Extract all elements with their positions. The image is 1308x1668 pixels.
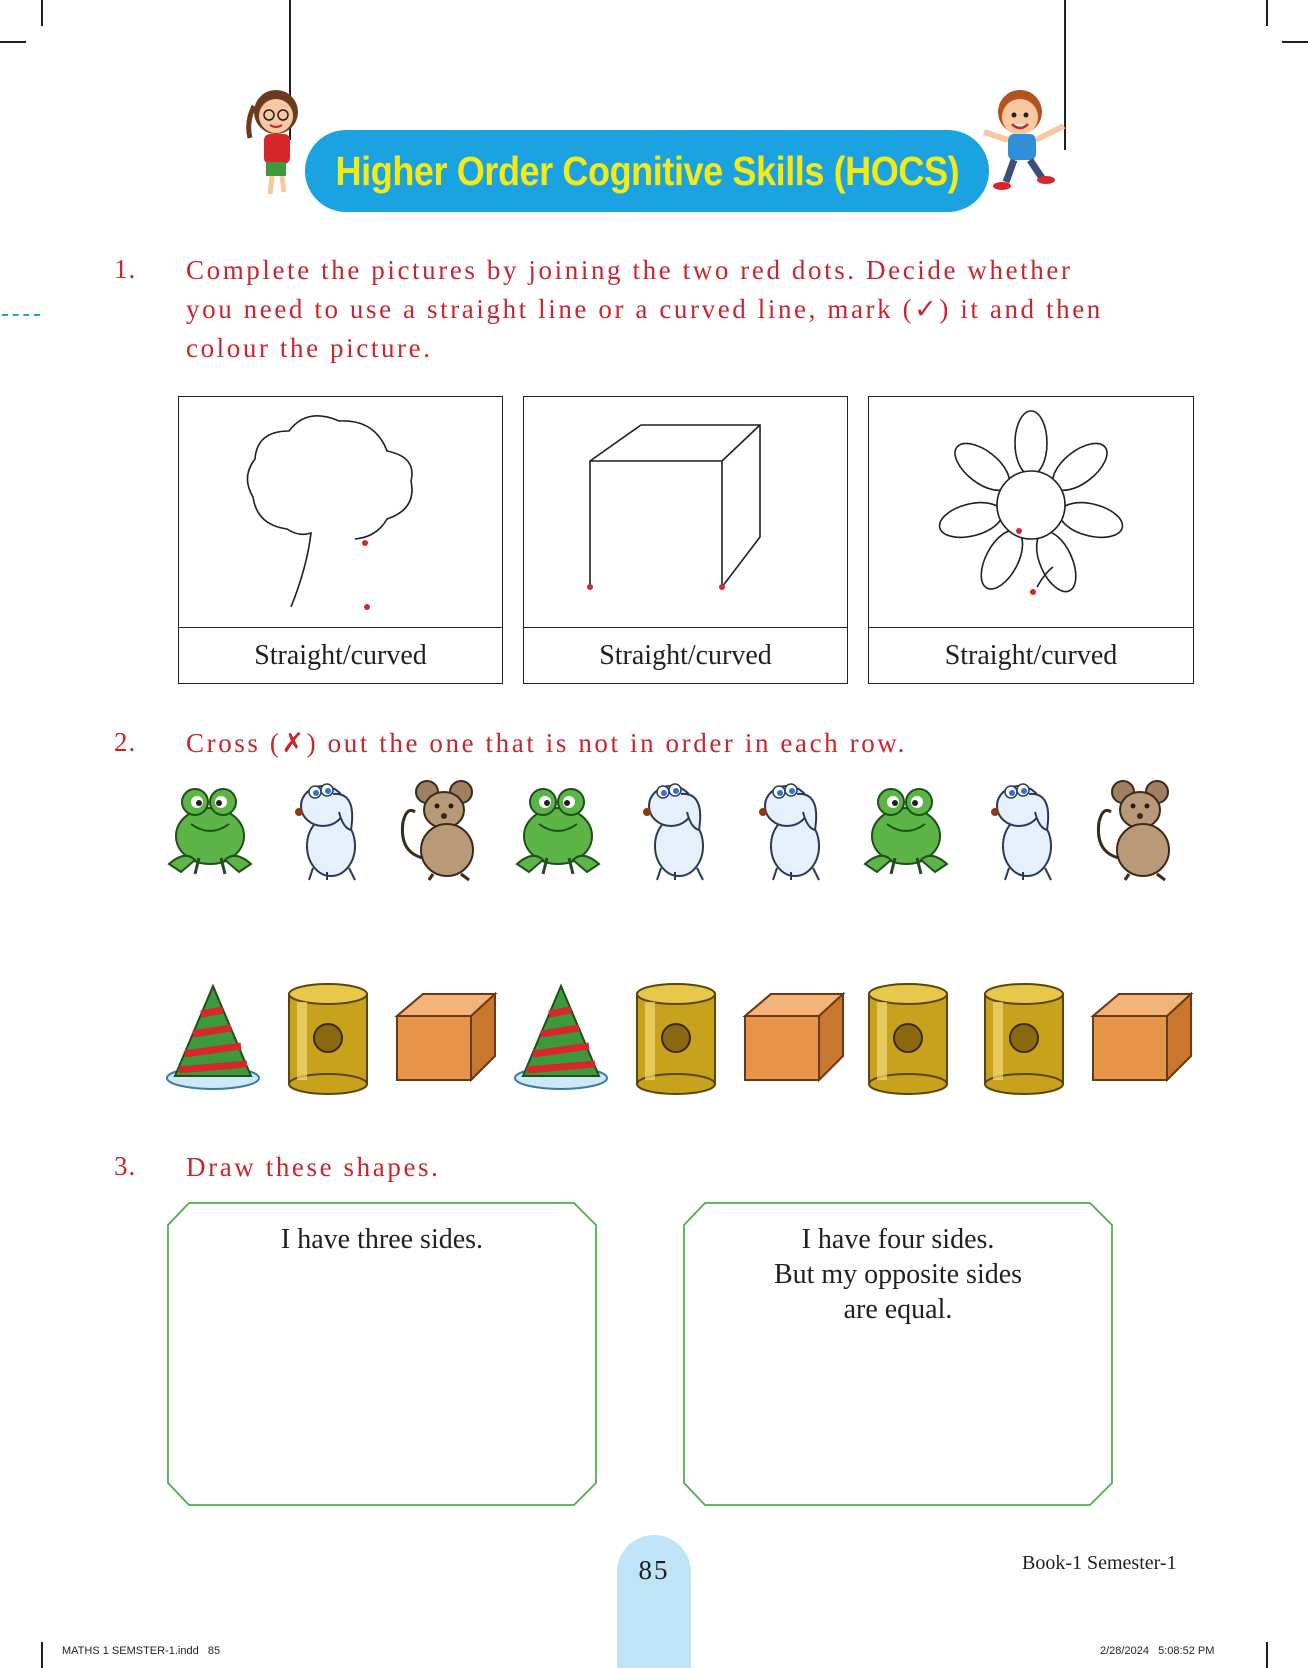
dog-icon[interactable] <box>619 772 734 887</box>
crop-mark <box>1266 1642 1268 1668</box>
boy-illustration <box>978 82 1074 194</box>
page-title: Higher Order Cognitive Skills (HOCS) <box>335 147 959 194</box>
picture-box-cube[interactable] <box>523 396 848 684</box>
cylinder-icon[interactable] <box>619 980 734 1095</box>
box-label[interactable]: Straight/curved <box>524 627 847 683</box>
cuboid-icon[interactable] <box>387 980 502 1095</box>
drawing-box-triangle[interactable] <box>167 1202 597 1506</box>
drawing-box-rectangle[interactable] <box>683 1202 1113 1506</box>
page-number: 85 <box>638 1555 670 1585</box>
cylinder-icon[interactable] <box>967 980 1082 1095</box>
crop-mark <box>1282 41 1308 43</box>
slug-right: 2/28/2024 5:08:52 PM <box>1100 1645 1215 1657</box>
crop-mark <box>41 1642 43 1668</box>
question-1-number: 1. <box>114 254 137 284</box>
question-1-line-3: colour the picture. <box>186 333 433 363</box>
drawing-prompt: I have three sides. <box>280 1224 484 1255</box>
question-2-text: Cross (✗) out the one that is not in order in each row. <box>186 728 907 758</box>
mouse-icon[interactable] <box>1083 772 1198 887</box>
cylinder-icon[interactable] <box>851 980 966 1095</box>
question-1-line-2: you need to use a straight line or a curved line, mark (✓) it and then <box>186 294 1103 324</box>
cuboid-icon[interactable] <box>735 980 850 1095</box>
dog-icon[interactable] <box>271 772 386 887</box>
question-3-text: Draw these shapes. <box>186 1152 441 1182</box>
book-label: Book-1 Semester-1 <box>1022 1552 1177 1574</box>
box-label[interactable]: Straight/curved <box>179 627 502 683</box>
question-2-number: 2. <box>114 727 137 757</box>
cylinder-icon[interactable] <box>271 980 386 1095</box>
flower-outline-icon <box>869 397 1191 627</box>
drawing-prompt-line-2: But my opposite sides <box>773 1259 1023 1290</box>
drawing-prompt-line-1: I have four sides. <box>801 1224 995 1255</box>
cube-outline-icon <box>524 397 846 627</box>
box-label[interactable]: Straight/curved <box>869 627 1193 683</box>
crop-mark <box>1266 0 1268 26</box>
mouse-icon[interactable] <box>387 772 502 887</box>
crop-mark <box>41 0 43 26</box>
frog-icon[interactable] <box>155 772 270 887</box>
margin-dash <box>2 314 40 316</box>
dog-icon[interactable] <box>967 772 1082 887</box>
picture-box-tree[interactable] <box>178 396 503 684</box>
title-banner <box>305 130 989 212</box>
picture-box-flower[interactable] <box>868 396 1194 684</box>
crop-mark <box>0 41 26 43</box>
dog-icon[interactable] <box>735 772 850 887</box>
drawing-prompt-line-3: are equal. <box>843 1294 953 1325</box>
slug-left: MATHS 1 SEMSTER-1.indd 85 <box>62 1645 221 1657</box>
frog-icon[interactable] <box>503 772 618 887</box>
tree-outline-icon <box>179 397 501 627</box>
cone-icon[interactable] <box>503 980 618 1095</box>
cone-icon[interactable] <box>155 980 270 1095</box>
question-3-number: 3. <box>114 1151 137 1181</box>
question-1-line-1: Complete the pictures by joining the two red dots. Decide whether <box>186 255 1073 285</box>
cuboid-icon[interactable] <box>1083 980 1198 1095</box>
frog-icon[interactable] <box>851 772 966 887</box>
